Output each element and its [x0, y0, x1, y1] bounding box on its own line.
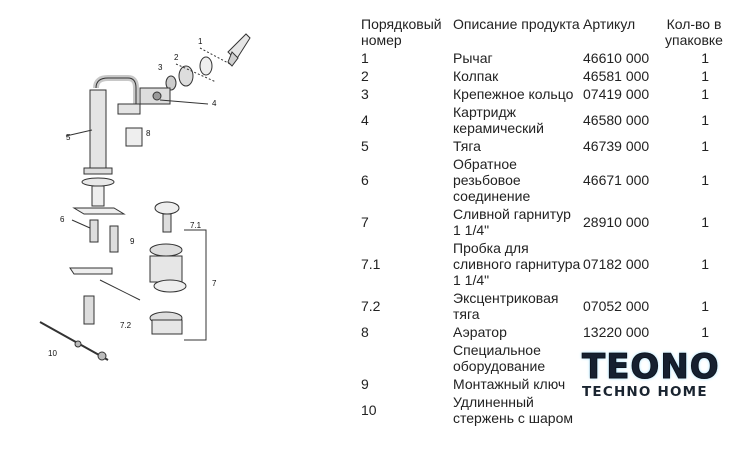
cell-article: 46580 000: [583, 112, 650, 128]
cell-description: Монтажный ключ: [453, 376, 566, 392]
cell-number: 6: [361, 172, 369, 188]
cell-description: Колпак: [453, 68, 499, 84]
cell-number: 7: [361, 214, 369, 230]
cell-description: Сливной гарнитур 1 1/4": [453, 206, 571, 238]
cell-number: 5: [361, 138, 369, 154]
header-number: Порядковый номер: [361, 16, 442, 48]
cell-description: Аэратор: [453, 324, 507, 340]
table-row: [361, 103, 729, 137]
cell-number: 7.1: [361, 256, 381, 272]
cell-article: 46610 000: [583, 50, 650, 66]
table-row: [361, 67, 729, 85]
label-4: 4: [212, 99, 217, 108]
cell-article: 13220 000: [583, 324, 650, 340]
cell-number: 3: [361, 86, 369, 102]
cell-quantity: 1: [701, 298, 709, 314]
label-2: 2: [174, 53, 179, 62]
cell-description: Удлиненный стержень с шаром: [453, 394, 573, 426]
cell-quantity: 1: [701, 256, 709, 272]
cell-quantity: 1: [701, 214, 709, 230]
label-8: 8: [146, 129, 151, 138]
cell-quantity: 1: [701, 112, 709, 128]
cell-number: 9: [361, 376, 369, 392]
cell-number: [361, 341, 453, 375]
cell-description: Обратное резьбовое соединение: [453, 156, 531, 204]
cell-description: Картридж керамический: [453, 104, 544, 136]
cell-description: Тяга: [453, 138, 481, 154]
cell-article: 07052 000: [583, 298, 650, 314]
header-quantity: Кол-во в упаковке: [665, 16, 723, 48]
label-7-2: 7.2: [120, 321, 132, 330]
label-7-1: 7.1: [190, 221, 202, 230]
cell-number: 2: [361, 68, 369, 84]
cell-quantity: 1: [701, 50, 709, 66]
label-7: 7: [212, 279, 217, 288]
header-article: Артикул: [583, 16, 636, 32]
header-description: Описание продукта: [453, 16, 580, 32]
table-header-row: [361, 15, 729, 49]
cell-article: 07419 000: [583, 86, 650, 102]
exploded-parts-diagram: [0, 0, 355, 450]
label-3: 3: [158, 63, 163, 72]
table-row: [361, 137, 729, 155]
label-1: 1: [198, 37, 203, 46]
cell-description: Пробка для сливного гарнитура 1 1/4": [453, 240, 581, 288]
cell-article: 46739 000: [583, 138, 650, 154]
cell-description: Специальное оборудование: [453, 342, 546, 374]
cell-number: 4: [361, 112, 369, 128]
cell-number: 1: [361, 50, 369, 66]
table-row: [361, 49, 729, 67]
cell-article: 46581 000: [583, 68, 650, 84]
logo-main-text: TEONO: [582, 347, 720, 387]
cell-quantity: 1: [701, 68, 709, 84]
cell-article: 28910 000: [583, 214, 650, 230]
cell-article: 07182 000: [583, 256, 650, 272]
cell-number: 7.2: [361, 298, 381, 314]
table-row: [361, 155, 729, 205]
logo-sub-text: TECHNO HOME: [582, 384, 708, 400]
table-row: [361, 289, 729, 323]
cell-number: 8: [361, 324, 369, 340]
cell-quantity: 1: [701, 172, 709, 188]
table-row: [361, 323, 729, 341]
cell-description: Крепежное кольцо: [453, 86, 574, 102]
label-6: 6: [60, 215, 65, 224]
table-row: [361, 85, 729, 103]
cell-quantity: 1: [701, 86, 709, 102]
cell-quantity: 1: [701, 324, 709, 340]
label-10: 10: [48, 349, 57, 358]
cell-description: Эксцентриковая тяга: [453, 290, 559, 322]
cell-quantity: 1: [701, 138, 709, 154]
label-5: 5: [66, 133, 71, 142]
table-row: [361, 239, 729, 289]
cell-description: Рычаг: [453, 50, 493, 66]
cell-article: 46671 000: [583, 172, 650, 188]
table-row: [361, 205, 729, 239]
teono-logo: [582, 347, 728, 400]
cell-number: 10: [361, 402, 377, 418]
label-9: 9: [130, 237, 135, 246]
